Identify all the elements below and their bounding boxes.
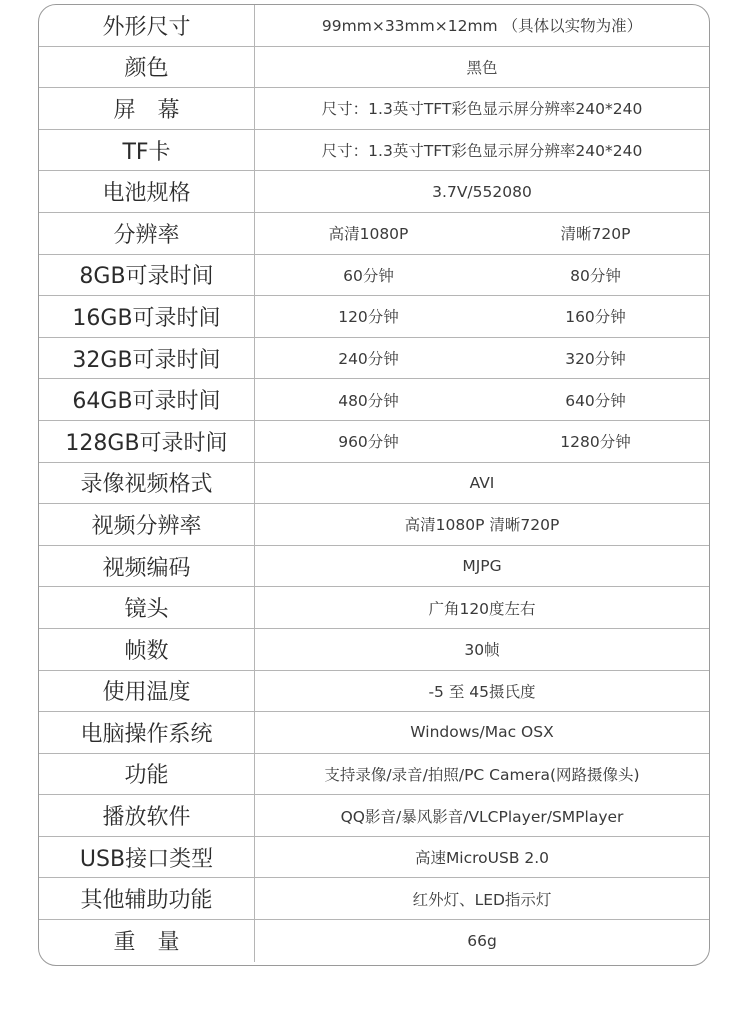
spec-value-right: 320分钟 <box>565 350 626 369</box>
spec-label: 64GB可录时间 <box>39 379 255 420</box>
spec-row-player <box>39 795 709 837</box>
spec-label: 电脑操作系统 <box>39 712 255 753</box>
spec-row-screen <box>39 88 709 130</box>
spec-label: 重 量 <box>39 920 255 962</box>
spec-row-video-format <box>39 463 709 505</box>
spec-value: 66g <box>467 931 497 950</box>
spec-value-right: 80分钟 <box>570 266 621 285</box>
spec-row-64gb <box>39 379 709 421</box>
spec-label: 8GB可录时间 <box>39 255 255 296</box>
spec-label: 功能 <box>39 754 255 795</box>
spec-row-resolution <box>39 213 709 255</box>
spec-row-frame-rate <box>39 629 709 671</box>
spec-row-lens <box>39 587 709 629</box>
spec-row-os <box>39 712 709 754</box>
spec-value-left: 120分钟 <box>338 308 399 327</box>
spec-value-left: 960分钟 <box>338 433 399 452</box>
spec-label: USB接口类型 <box>39 837 255 878</box>
spec-row-128gb <box>39 421 709 463</box>
spec-row-16gb <box>39 296 709 338</box>
spec-value: 红外灯、LED指示灯 <box>412 890 552 909</box>
spec-value-left: 高清1080P <box>328 225 409 244</box>
spec-row-dimensions <box>39 5 709 47</box>
spec-value: 30帧 <box>464 641 500 660</box>
spec-label: 播放软件 <box>39 795 255 836</box>
spec-label: 视频分辨率 <box>39 504 255 545</box>
spec-row-color <box>39 47 709 89</box>
spec-value: 尺寸：1.3英寸TFT彩色显示屏分辨率240*240 <box>321 142 643 161</box>
spec-row-aux-features <box>39 878 709 920</box>
spec-value: 99mm×33mm×12mm （具体以实物为准） <box>321 17 643 36</box>
spec-label: 128GB可录时间 <box>39 421 255 462</box>
spec-value: MJPG <box>462 557 502 576</box>
spec-row-32gb <box>39 338 709 380</box>
spec-value: 高清1080P 清晰720P <box>404 516 560 535</box>
spec-label: 分辨率 <box>39 213 255 254</box>
spec-value: 3.7V/552080 <box>432 182 532 201</box>
spec-label: 其他辅助功能 <box>39 878 255 919</box>
spec-label: 使用温度 <box>39 671 255 712</box>
spec-value: Windows/Mac OSX <box>410 723 554 742</box>
spec-label: 录像视频格式 <box>39 463 255 504</box>
spec-row-tf-card <box>39 130 709 172</box>
spec-label: TF卡 <box>39 130 255 171</box>
spec-value: QQ影音/暴风影音/VLCPlayer/SMPlayer <box>340 807 624 826</box>
spec-row-battery <box>39 171 709 213</box>
spec-row-usb <box>39 837 709 879</box>
spec-label: 外形尺寸 <box>39 5 255 46</box>
spec-label: 镜头 <box>39 587 255 628</box>
spec-value-left: 480分钟 <box>338 391 399 410</box>
spec-value: -5 至 45摄氏度 <box>428 682 536 701</box>
spec-value: 高速MicroUSB 2.0 <box>414 849 550 868</box>
spec-label: 颜色 <box>39 47 255 88</box>
spec-label: 屏 幕 <box>39 88 255 129</box>
spec-value-right: 640分钟 <box>565 391 626 410</box>
spec-value-left: 60分钟 <box>343 266 394 285</box>
spec-value-right: 1280分钟 <box>560 433 631 452</box>
spec-label: 32GB可录时间 <box>39 338 255 379</box>
spec-label: 视频编码 <box>39 546 255 587</box>
spec-value: 支持录像/录音/拍照/PC Camera(网路摄像头) <box>324 765 640 784</box>
spec-table <box>38 4 710 966</box>
spec-value: 尺寸：1.3英寸TFT彩色显示屏分辨率240*240 <box>321 100 643 119</box>
spec-value: AVI <box>469 473 495 492</box>
spec-row-features <box>39 754 709 796</box>
spec-row-8gb <box>39 255 709 297</box>
spec-value: 黑色 <box>466 58 498 77</box>
spec-row-temperature <box>39 671 709 713</box>
spec-label: 帧数 <box>39 629 255 670</box>
spec-value-left: 240分钟 <box>338 350 399 369</box>
spec-label: 电池规格 <box>39 171 255 212</box>
spec-value-right: 清晰720P <box>560 225 631 244</box>
spec-value-right: 160分钟 <box>565 308 626 327</box>
spec-value: 广角120度左右 <box>428 599 536 618</box>
spec-row-video-codec <box>39 546 709 588</box>
spec-row-video-resolution <box>39 504 709 546</box>
spec-row-weight <box>39 920 709 962</box>
spec-label: 16GB可录时间 <box>39 296 255 337</box>
